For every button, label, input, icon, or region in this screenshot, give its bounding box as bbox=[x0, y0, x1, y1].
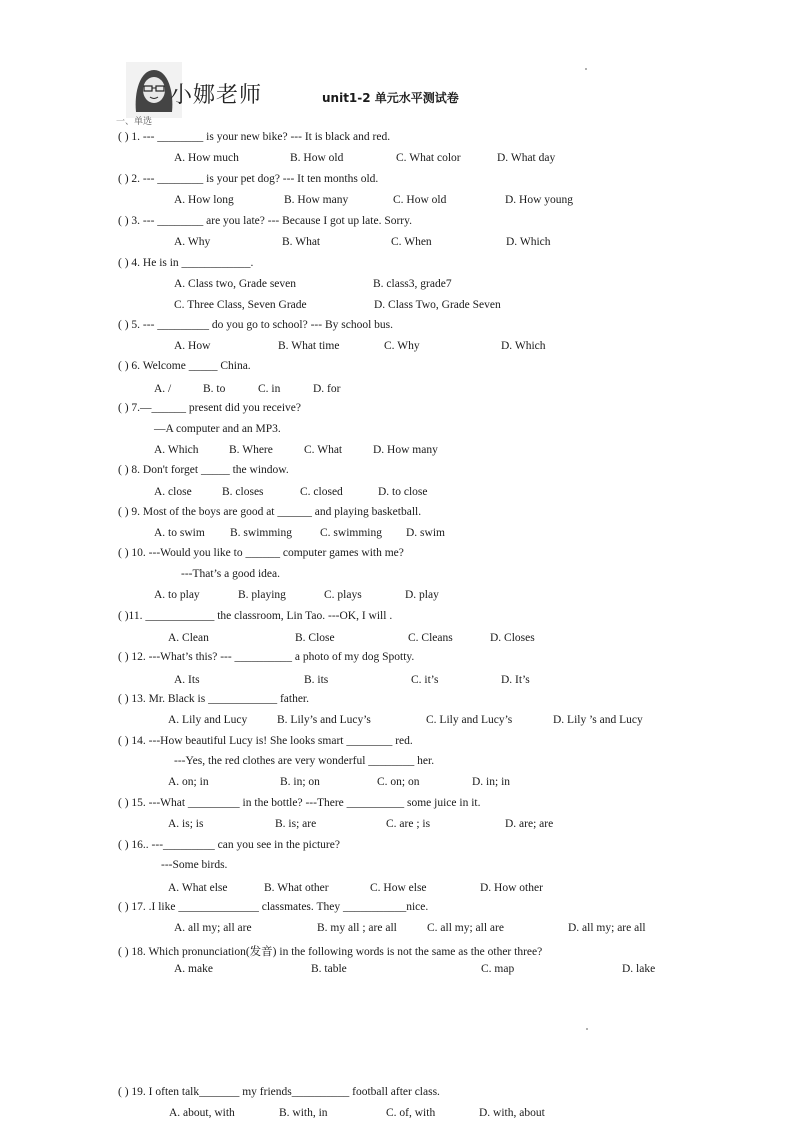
question-3-option[interactable]: D. Which bbox=[506, 236, 551, 248]
question-1-option[interactable]: B. How old bbox=[290, 152, 344, 164]
question-9-option[interactable]: C. swimming bbox=[320, 527, 382, 539]
question-6-stem: ( ) 6. Welcome _____ China. bbox=[118, 360, 251, 372]
question-11-option[interactable]: C. Cleans bbox=[408, 632, 453, 644]
question-12-option[interactable]: C. it’s bbox=[411, 674, 439, 686]
question-5-option[interactable]: B. What time bbox=[278, 340, 340, 352]
question-12-option[interactable]: A. Its bbox=[174, 674, 200, 686]
question-17-option[interactable]: D. all my; are all bbox=[568, 922, 646, 934]
question-16-option[interactable]: B. What other bbox=[264, 882, 329, 894]
question-11-option[interactable]: B. Close bbox=[295, 632, 335, 644]
question-15-option[interactable]: A. is; is bbox=[168, 818, 204, 830]
question-9-stem: ( ) 9. Most of the boys are good at ______ and playing basketball. bbox=[118, 506, 422, 518]
question-16-stem: ( ) 16.. ---_________ can you see in the picture? bbox=[118, 839, 340, 851]
question-7-option[interactable]: C. What bbox=[304, 444, 343, 456]
question-4-stem: ( ) 4. He is in ____________. bbox=[118, 257, 254, 269]
question-10-option[interactable]: C. plays bbox=[324, 589, 362, 601]
question-13-stem: ( ) 13. Mr. Black is ____________ father. bbox=[118, 693, 310, 705]
question-9-option[interactable]: A. to swim bbox=[154, 527, 205, 539]
question-4-option[interactable]: C. Three Class, Seven Grade bbox=[174, 299, 307, 311]
question-8-option[interactable]: C. closed bbox=[300, 486, 343, 498]
question-3-option[interactable]: A. Why bbox=[174, 236, 211, 248]
logo-text: 小娜老师 bbox=[170, 83, 263, 108]
question-17-stem: ( ) 17. .I like ______________ classmates. They ___________nice. bbox=[118, 901, 429, 913]
question-7-dialogue-line: —A computer and an MP3. bbox=[154, 423, 281, 435]
question-14-dialogue-line: ---Yes, the red clothes are very wonderful ________ her. bbox=[174, 755, 435, 767]
question-18-option[interactable]: A. make bbox=[174, 963, 213, 975]
question-8-option[interactable]: A. close bbox=[154, 486, 192, 498]
question-4-option[interactable]: D. Class Two, Grade Seven bbox=[374, 299, 501, 311]
question-3-stem: ( ) 3. --- ________ are you late? --- Because I got up late. Sorry. bbox=[118, 215, 412, 227]
question-19-stem: ( ) 19. I often talk_______ my friends__________ football after class. bbox=[118, 1086, 440, 1098]
question-5-option[interactable]: C. Why bbox=[384, 340, 420, 352]
question-6-option[interactable]: C. in bbox=[258, 383, 281, 395]
question-16-option[interactable]: D. How other bbox=[480, 882, 543, 894]
question-5-option[interactable]: A. How bbox=[174, 340, 211, 352]
question-19-option[interactable]: C. of, with bbox=[386, 1107, 436, 1119]
question-18-option[interactable]: C. map bbox=[481, 963, 515, 975]
teacher-logo bbox=[126, 62, 276, 118]
question-16-option[interactable]: A. What else bbox=[168, 882, 228, 894]
question-2-stem: ( ) 2. --- ________ is your pet dog? --- It ten months old. bbox=[118, 173, 379, 185]
question-13-option[interactable]: A. Lily and Lucy bbox=[168, 714, 248, 726]
question-11-option[interactable]: A. Clean bbox=[168, 632, 209, 644]
question-8-option[interactable]: B. closes bbox=[222, 486, 264, 498]
question-14-option[interactable]: B. in; on bbox=[280, 776, 320, 788]
question-1-option[interactable]: C. What color bbox=[396, 152, 461, 164]
question-17-option[interactable]: C. all my; all are bbox=[427, 922, 504, 934]
question-10-stem: ( ) 10. ---Would you like to ______ computer games with me? bbox=[118, 547, 404, 559]
question-12-option[interactable]: D. It’s bbox=[501, 674, 530, 686]
scan-dot bbox=[586, 1028, 588, 1030]
question-13-option[interactable]: C. Lily and Lucy’s bbox=[426, 714, 513, 726]
question-7-option[interactable]: B. Where bbox=[229, 444, 273, 456]
question-19-option[interactable]: D. with, about bbox=[479, 1107, 545, 1119]
question-10-option[interactable]: A. to play bbox=[154, 589, 200, 601]
question-19-option[interactable]: A. about, with bbox=[169, 1107, 235, 1119]
question-2-option[interactable]: C. How old bbox=[393, 194, 447, 206]
question-8-option[interactable]: D. to close bbox=[378, 486, 428, 498]
question-12-stem: ( ) 12. ---What’s this? --- __________ a photo of my dog Spotty. bbox=[118, 651, 415, 663]
question-10-option[interactable]: B. playing bbox=[238, 589, 286, 601]
question-3-option[interactable]: C. When bbox=[391, 236, 432, 248]
question-10-option[interactable]: D. play bbox=[405, 589, 439, 601]
question-12-option[interactable]: B. its bbox=[304, 674, 329, 686]
question-8-stem: ( ) 8. Don't forget _____ the window. bbox=[118, 464, 289, 476]
question-19-option[interactable]: B. with, in bbox=[279, 1107, 328, 1119]
question-15-option[interactable]: C. are ; is bbox=[386, 818, 431, 830]
question-6-option[interactable]: A. / bbox=[154, 383, 172, 395]
question-9-option[interactable]: D. swim bbox=[406, 527, 445, 539]
question-18-option[interactable]: B. table bbox=[311, 963, 347, 975]
question-17-option[interactable]: A. all my; all are bbox=[174, 922, 252, 934]
question-14-option[interactable]: D. in; in bbox=[472, 776, 511, 788]
question-7-option[interactable]: A. Which bbox=[154, 444, 199, 456]
question-14-option[interactable]: A. on; in bbox=[168, 776, 209, 788]
question-6-option[interactable]: B. to bbox=[203, 383, 226, 395]
question-6-option[interactable]: D. for bbox=[313, 383, 341, 395]
section-heading-fragment: 一、单选 bbox=[116, 116, 153, 126]
question-13-option[interactable]: D. Lily ’s and Lucy bbox=[553, 714, 643, 726]
question-18-option[interactable]: D. lake bbox=[622, 963, 656, 975]
question-2-option[interactable]: B. How many bbox=[284, 194, 349, 206]
page-title: unit1-2 单元水平测试卷 bbox=[322, 91, 459, 105]
question-14-option[interactable]: C. on; on bbox=[377, 776, 420, 788]
question-7-stem: ( ) 7.—______ present did you receive? bbox=[118, 402, 301, 414]
question-3-option[interactable]: B. What bbox=[282, 236, 321, 248]
question-14-stem: ( ) 14. ---How beautiful Lucy is! She looks smart ________ red. bbox=[118, 735, 413, 747]
question-4-option[interactable]: A. Class two, Grade seven bbox=[174, 278, 297, 290]
question-18-stem: ( ) 18. Which pronunciation(发音) in the following words is not the same as the other three? bbox=[118, 946, 543, 958]
question-9-option[interactable]: B. swimming bbox=[230, 527, 292, 539]
question-1-option[interactable]: D. What day bbox=[497, 152, 556, 164]
question-2-option[interactable]: D. How young bbox=[505, 194, 574, 206]
question-15-option[interactable]: D. are; are bbox=[505, 818, 554, 830]
question-11-option[interactable]: D. Closes bbox=[490, 632, 535, 644]
question-7-option[interactable]: D. How many bbox=[373, 444, 438, 456]
question-11-stem: ( )11. ____________ the classroom, Lin Tao. ---OK, I will . bbox=[118, 610, 393, 622]
question-16-option[interactable]: C. How else bbox=[370, 882, 427, 894]
scan-dot bbox=[585, 68, 587, 70]
question-15-stem: ( ) 15. ---What _________ in the bottle? ---There __________ some juice in it. bbox=[118, 797, 481, 809]
question-1-option[interactable]: A. How much bbox=[174, 152, 239, 164]
question-4-option[interactable]: B. class3, grade7 bbox=[373, 278, 452, 290]
question-17-option[interactable]: B. my all ; are all bbox=[317, 922, 397, 934]
question-10-dialogue-line: ---That’s a good idea. bbox=[181, 568, 280, 580]
question-16-dialogue-line: ---Some birds. bbox=[161, 859, 228, 871]
question-1-stem: ( ) 1. --- ________ is your new bike? --- It is black and red. bbox=[118, 131, 391, 143]
question-2-option[interactable]: A. How long bbox=[174, 194, 234, 206]
question-15-option[interactable]: B. is; are bbox=[275, 818, 317, 830]
question-13-option[interactable]: B. Lily’s and Lucy’s bbox=[277, 714, 371, 726]
question-5-stem: ( ) 5. --- _________ do you go to school? --- By school bus. bbox=[118, 319, 394, 331]
question-5-option[interactable]: D. Which bbox=[501, 340, 546, 352]
